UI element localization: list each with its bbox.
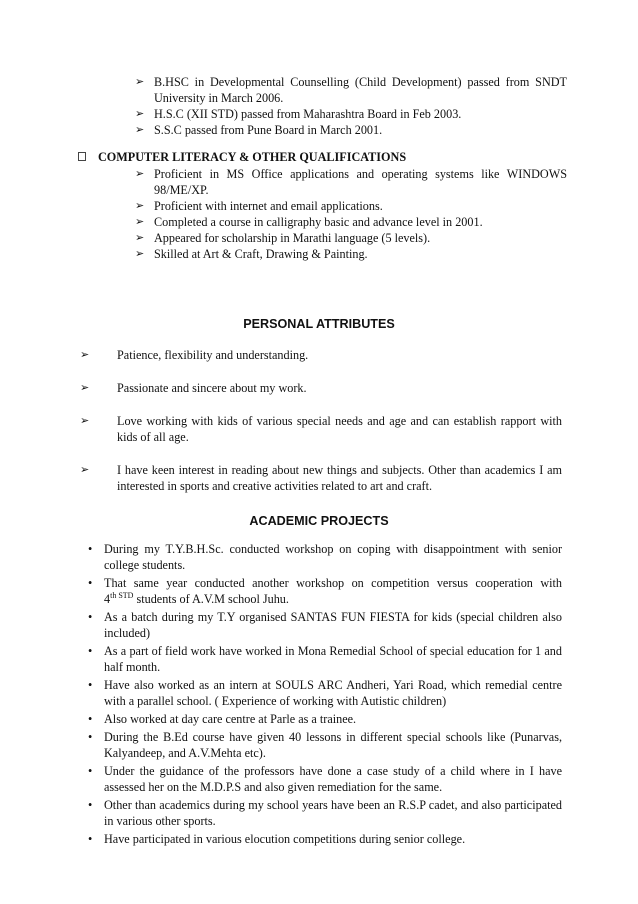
- list-item: • Have participated in various elocution competitions during senior college.: [88, 832, 466, 846]
- arrow-bullet-icon: ➢: [80, 381, 90, 394]
- arrow-bullet-icon: ➢: [80, 463, 90, 476]
- list-item: • Other than academics during my school years have been an R.S.P cadet, and also participated in various other sports.: [88, 798, 562, 828]
- list-item: ➢ Appeared for scholarship in Marathi language (5 levels).: [135, 231, 431, 245]
- list-item: • Also worked at day care centre at Parle as a trainee.: [88, 712, 357, 726]
- list-item: ➢ I have keen interest in reading about new things and subjects. Other than academics I am interested in sports and creative activities related to art and craft.: [80, 463, 562, 493]
- list-item: • As a batch during my T.Y organised SANTAS FUN FIESTA for kids (special children also included): [88, 610, 562, 640]
- academic-projects-list: [88, 541, 562, 849]
- arrow-bullet-icon: ➢: [80, 348, 90, 361]
- arrow-bullet-icon: ➢: [135, 75, 145, 88]
- personal-attributes-heading: PERSONAL ATTRIBUTES: [243, 317, 395, 331]
- checkbox-square-icon: [78, 152, 86, 161]
- list-item: • Under the guidance of the professors have done a case study of a child where in I have assessed her on the M.D.P.S and also given remediation for the same.: [88, 764, 562, 794]
- list-item: ➢ Love working with kids of various special needs and age and can establish rapport with kids of all age.: [80, 414, 562, 444]
- bullet-icon: •: [88, 832, 93, 846]
- computer-literacy-heading: COMPUTER LITERACY & OTHER QUALIFICATIONS: [98, 149, 406, 165]
- personal-attributes-list: [80, 347, 562, 494]
- bullet-icon: •: [88, 678, 93, 692]
- education-list: [135, 74, 567, 138]
- bullet-icon: •: [88, 644, 93, 658]
- bullet-icon: •: [88, 764, 93, 778]
- bullet-icon: •: [88, 610, 93, 624]
- bullet-icon: •: [88, 798, 93, 812]
- list-item: ➢ Proficient with internet and email applications.: [135, 199, 383, 213]
- list-item: • During the B.Ed course have given 40 lessons in different special schools like (Punarvas, Kalyandeep, and A.V.Mehta etc).: [88, 730, 562, 760]
- list-item: • That same year conducted another workshop on competition versus cooperation with $4^{th STD}$ students of A.V.M school Juhu.: [88, 576, 562, 606]
- list-item: ➢ S.S.C passed from Pune Board in March 2001.: [135, 123, 383, 137]
- computer-literacy-list: [135, 166, 567, 262]
- arrow-bullet-icon: ➢: [135, 231, 145, 244]
- list-item: ➢ B.HSC in Developmental Counselling (Child Development) passed from SNDT University in March 2006.: [135, 75, 567, 105]
- list-item: ➢ Proficient in MS Office applications and operating systems like WINDOWS 98/ME/XP.: [135, 167, 567, 197]
- academic-projects-heading: ACADEMIC PROJECTS: [249, 514, 389, 528]
- bullet-icon: •: [88, 712, 93, 726]
- list-item: • During my T.Y.B.H.Sc. conducted workshop on coping with disappointment with senior college students.: [88, 542, 562, 572]
- list-item: ➢ Patience, flexibility and understanding.: [80, 348, 309, 362]
- arrow-bullet-icon: ➢: [80, 414, 90, 427]
- list-item: ➢ Skilled at Art & Craft, Drawing & Painting.: [135, 247, 368, 261]
- arrow-bullet-icon: ➢: [135, 199, 145, 212]
- arrow-bullet-icon: ➢: [135, 107, 145, 120]
- list-item: ➢ H.S.C (XII STD) passed from Maharashtra Board in Feb 2003.: [135, 107, 462, 121]
- arrow-bullet-icon: ➢: [135, 215, 145, 228]
- list-item: ➢ Passionate and sincere about my work.: [80, 381, 307, 395]
- list-item: • As a part of field work have worked in Mona Remedial School of special education for 1 and half month.: [88, 644, 562, 674]
- list-item: • Have also worked as an intern at SOULS ARC Andheri, Yari Road, which remedial centre with a parallel school. ( Experience of working with Autistic children): [88, 678, 562, 708]
- bullet-icon: •: [88, 730, 93, 744]
- list-item: ➢ Completed a course in calligraphy basic and advance level in 2001.: [135, 215, 483, 229]
- bullet-icon: •: [88, 542, 93, 556]
- arrow-bullet-icon: ➢: [135, 123, 145, 136]
- bullet-icon: •: [88, 576, 93, 590]
- arrow-bullet-icon: ➢: [135, 247, 145, 260]
- arrow-bullet-icon: ➢: [135, 167, 145, 180]
